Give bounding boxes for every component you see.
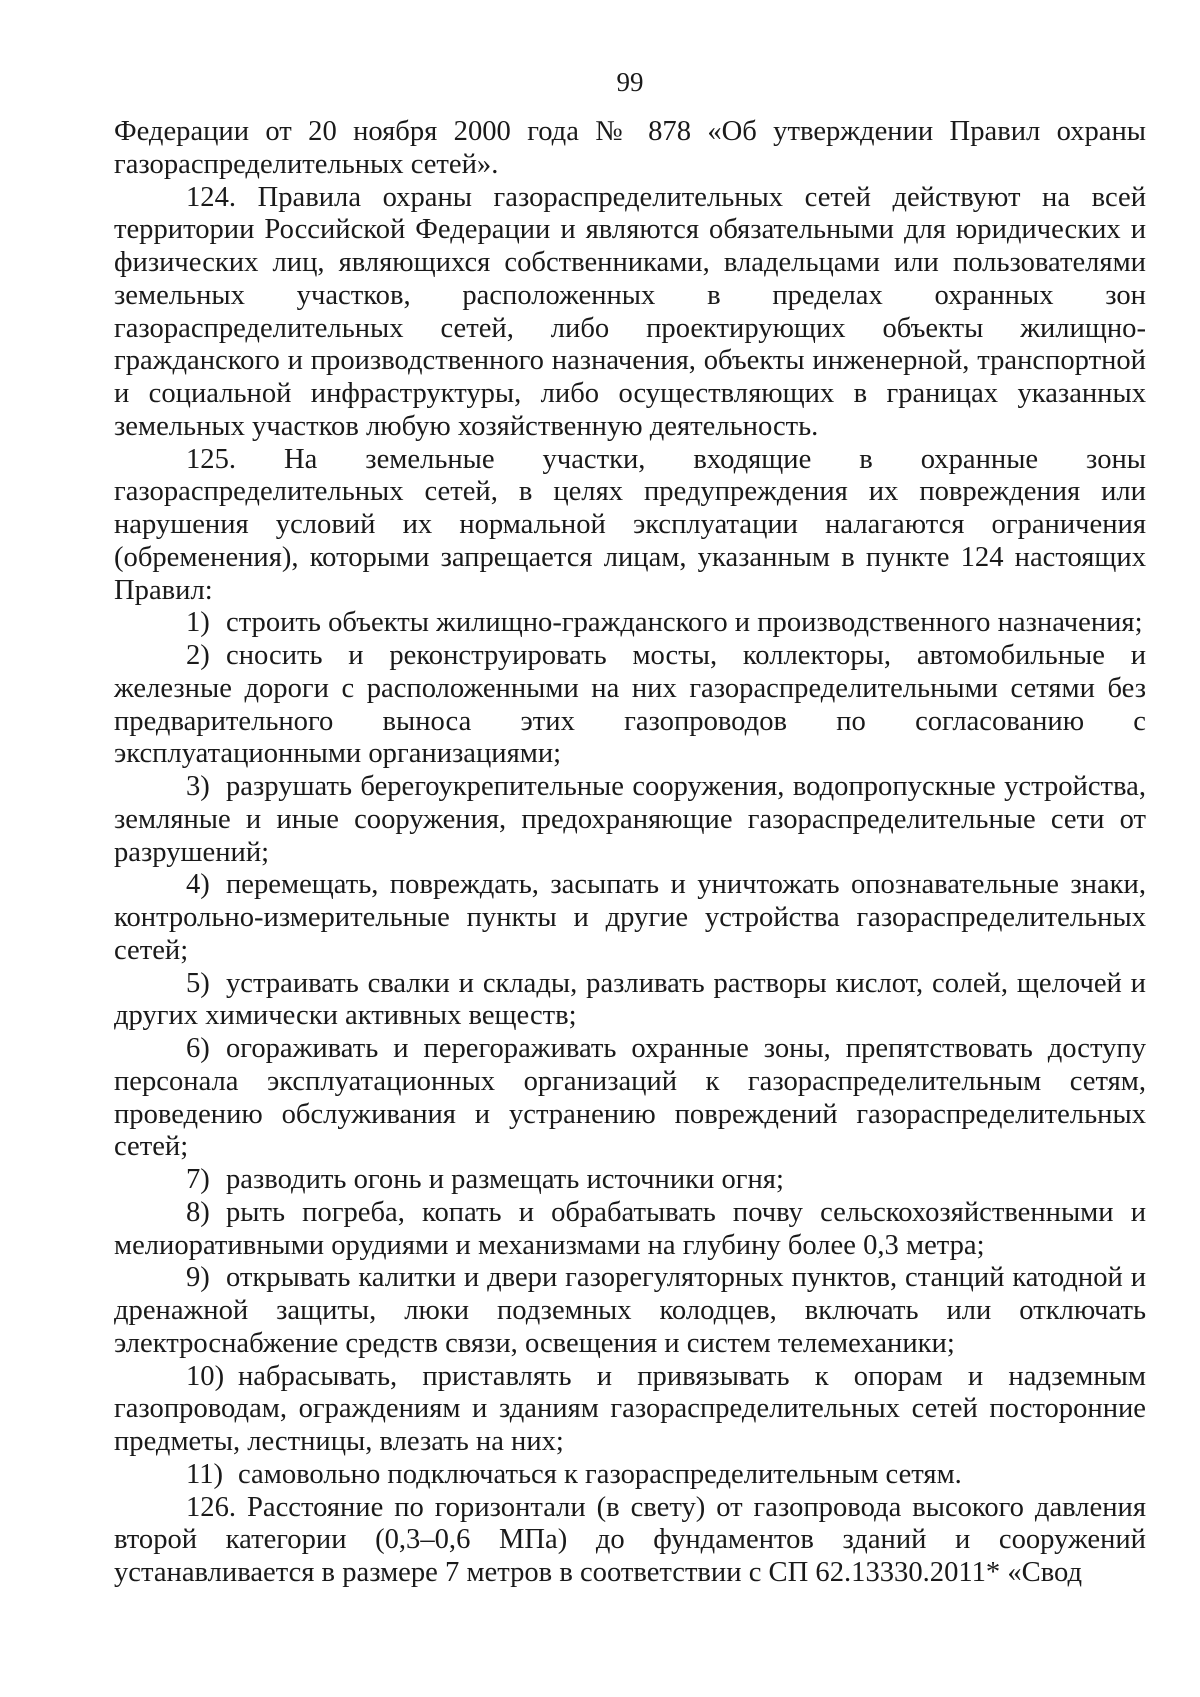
paragraph-126: 126. Расстояние по горизонтали (в свету) от газопровода высокого давления второй категории (0,3–0,6 МПа) до фундаментов зданий и сооружений устанавливается в размере 7 метров в соответствии с СП 62.13330.2011* «Свод — [114, 1491, 1146, 1588]
list-marker: 11) — [186, 1458, 224, 1490]
list-item-5: 5) устраивать свалки и склады, разливать растворы кислот, солей, щелочей и других химически активных веществ; — [114, 967, 1146, 1032]
page-number: 99 — [616, 67, 644, 97]
document-page — [114, 66, 1146, 1590]
list-marker: 7) — [186, 1164, 210, 1195]
list-item-3: 3) разрушать берегоукрепительные сооружения, водопропускные устройства, земляные и иные сооружения, предохраняющие газораспределительные сети от разрушений; — [114, 771, 1146, 868]
list-item-8: 8) рыть погреба, копать и обрабатывать почву сельскохозяйственными и мелиоративными орудиями и механизмами на глубину более 0,3 метра; — [114, 1196, 1146, 1261]
paragraph-124: 124. Правила охраны газораспределительных сетей действуют на всей территории Российской Федерации и являются обязательными для юридических и физических лиц, являющихся собственниками, владельцами или пользователями земельных участков, расположенных в пределах охранных зон газораспределительных сетей, либо проектирующих объекты жилищно-гражданского и производственного назначения, объекты инженерной, транспортной и социальной инфраструктуры, либо осуществляющих в границах указанных земельных участков любую хозяйственную деятельность. — [114, 181, 1146, 442]
list-marker: 1) — [186, 607, 210, 639]
list-item-10: 10) набрасывать, приставлять и привязывать к опорам и надземным газопроводам, ограждениям и зданиям газораспределительных сетей посторонние предметы, лестницы, влезать на них; — [114, 1360, 1146, 1457]
list-marker: 9) — [186, 1262, 210, 1294]
list-item-4: 4) перемещать, повреждать, засыпать и уничтожать опознавательные знаки, контрольно-измерительные пункты и другие устройства газораспределительных сетей; — [114, 869, 1146, 966]
list-item-7: 7) разводить огонь и размещать источники огня; — [186, 1164, 784, 1195]
list-item-1: 1) строить объекты жилищно-гражданского и производственного назначения; — [186, 607, 1143, 639]
list-item-6: 6) огораживать и перегораживать охранные зоны, препятствовать доступу персонала эксплуатационных организаций к газораспределительным сетям, проведению обслуживания и устранению повреждений газораспределительных сетей; — [114, 1033, 1146, 1163]
list-item-11: 11) самовольно подключаться к газораспределительным сетям. — [186, 1458, 962, 1490]
list-marker: 4) — [186, 869, 210, 901]
list-marker: 3) — [186, 771, 210, 802]
list-item-9: 9) открывать калитки и двери газорегуляторных пунктов, станций катодной и дренажной защиты, люки подземных колодцев, включать или отключать электроснабжение средств связи, освещения и систем телемеханики; — [114, 1262, 1146, 1359]
paragraph-125: 125. На земельные участки, входящие в охранные зоны газораспределительных сетей, в целях предупреждения их повреждения или нарушения условий их нормальной эксплуатации налагаются ограничения (обременения), которыми запрещается лицам, указанным в пункте 124 настоящих Правил: — [114, 443, 1146, 606]
list-item-2: 2) сносить и реконструировать мосты, коллекторы, автомобильные и железные дороги с расположенными на них газораспределительными сетями без предварительного выноса этих газопроводов по согласованию с эксплуатационными организациями; — [114, 640, 1146, 770]
list-marker: 2) — [186, 640, 210, 671]
list-marker: 5) — [186, 967, 210, 999]
list-marker: 8) — [186, 1196, 210, 1228]
list-marker: 10) — [186, 1360, 225, 1392]
list-marker: 6) — [186, 1033, 210, 1064]
paragraph-continuation: Федерации от 20 ноября 2000 года № 878 «Об утверждении Правил охраны газораспределительных сетей». — [114, 116, 1146, 180]
